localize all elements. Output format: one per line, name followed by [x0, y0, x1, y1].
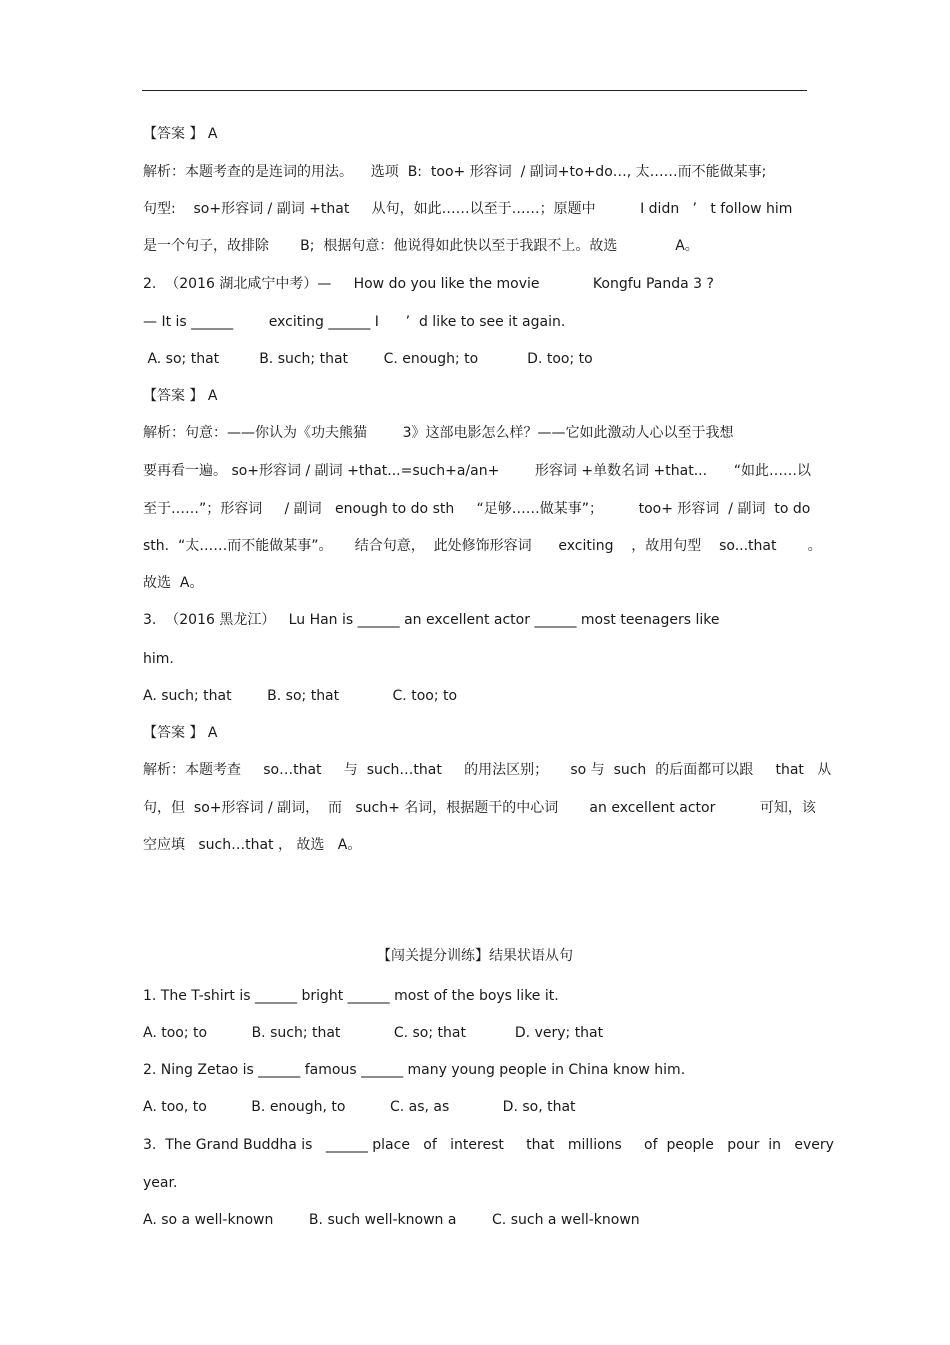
section-title: 【闯关提分训练】结果状语从句: [377, 948, 573, 964]
analysis-line: 要再看一遍。 so+形容词 / 副词 +that...=such+a/an+ 形容词 +单数名词 +that... “如此……以: [143, 463, 811, 479]
analysis-line: 空应填 such…that ， 故选 A。: [143, 837, 362, 853]
analysis-line: 是一个句子，故排除 B; 根据句意：他说得如此快以至于我跟不上。故选 A。: [143, 238, 699, 254]
question-3-options: A. such; that B. so; that C. too; to: [143, 688, 458, 704]
analysis-line: 至于……”；形容词 / 副词 enough to do sth “足够……做某事”； too+ 形容词 / 副词 to do: [143, 501, 811, 517]
question-2-stem-continued: — It is ______ exciting ______ I ’ d like to see it again.: [143, 314, 566, 330]
answer-label-3: 【答案 】 A: [143, 725, 218, 741]
analysis-line: 解析：句意：——你认为《功夫熊猫 3》这部电影怎么样？——它如此激动人心以至于我想: [143, 425, 734, 441]
answer-label-1: 【答案 】 A: [143, 126, 218, 142]
question-2-stem: 2. （2016 湖北咸宁中考）— How do you like the movie Kongfu Panda 3 ?: [143, 276, 714, 292]
question-3-stem-continued: him.: [143, 651, 174, 667]
analysis-line: 解析：本题考查的是连词的用法。 选项 B: too+ 形容词 / 副词+to+do…, 太……而不能做某事;: [143, 164, 767, 180]
header-rule: [142, 90, 807, 91]
analysis-line: 句型: so+形容词 / 副词 +that 从句，如此……以至于……；原题中 I didn ’ t follow him: [143, 201, 793, 217]
practice-3-stem: 3. The Grand Buddha is ______ place of interest that millions of people pour in every: [143, 1137, 834, 1153]
analysis-line: 句，但 so+形容词 / 副词， 而 such+ 名词，根据题干的中心词 an excellent actor 可知，该: [143, 800, 816, 816]
analysis-line: sth. “太……而不能做某事”。 结合句意， 此处修饰形容词 exciting ，故用句型 so...that 。: [143, 538, 822, 554]
practice-3-options: A. so a well-known B. such well-known a C. such a well-known: [143, 1212, 640, 1228]
analysis-line: 故选 A。: [143, 575, 204, 591]
practice-2-stem: 2. Ning Zetao is ______ famous ______ many young people in China know him.: [143, 1062, 686, 1078]
practice-1-stem: 1. The T-shirt is ______ bright ______ most of the boys like it.: [143, 988, 559, 1004]
analysis-line: 解析：本题考查 so…that 与 such…that 的用法区别； so 与 such 的后面都可以跟 that 从: [143, 762, 832, 778]
answer-label-2: 【答案 】 A: [143, 388, 218, 404]
question-2-options: A. so; that B. such; that C. enough; to D. too; to: [143, 351, 593, 367]
question-3-stem: 3. （2016 黑龙江） Lu Han is ______ an excellent actor ______ most teenagers like: [143, 612, 720, 628]
practice-2-options: A. too, to B. enough, to C. as, as D. so, that: [143, 1099, 576, 1115]
practice-1-options: A. too; to B. such; that C. so; that D. very; that: [143, 1025, 604, 1041]
practice-3-stem-continued: year.: [143, 1175, 178, 1191]
